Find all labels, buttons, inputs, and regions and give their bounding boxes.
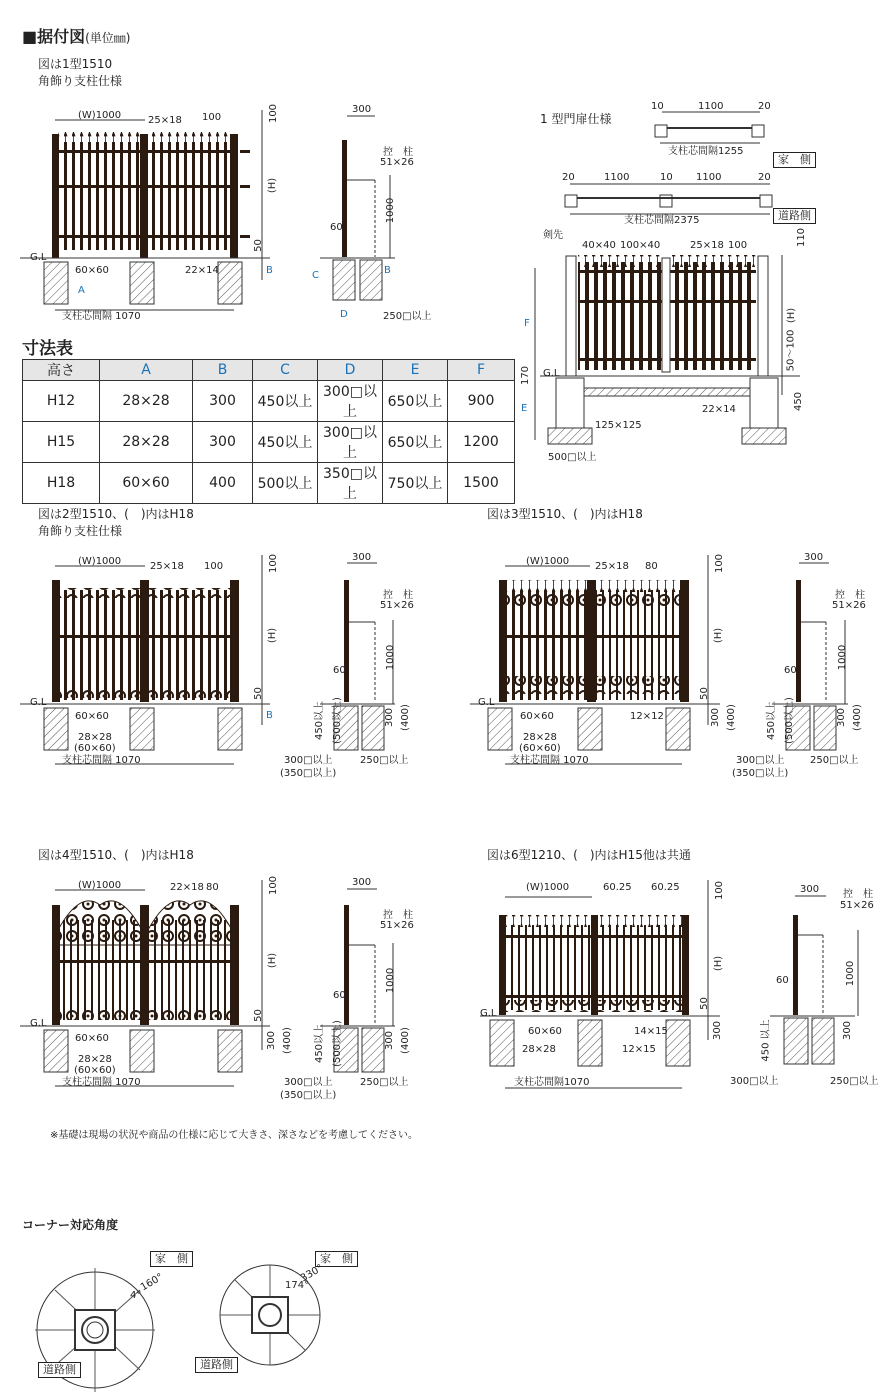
- fig3-side-450: 450以上: [766, 700, 778, 741]
- fig2-side-60: 60: [333, 665, 346, 676]
- fig4-side-250: 250□以上: [360, 1077, 409, 1088]
- table-cell: 450以上: [253, 422, 318, 463]
- gate-dim-10a: 10: [651, 101, 664, 112]
- table-cell: 300□以上: [318, 422, 383, 463]
- gate-pitch-1: 支柱芯間隔1255: [668, 146, 744, 157]
- fig6-foundation-300: 300□以上: [730, 1076, 779, 1087]
- fig1-rail: 22×14: [185, 265, 219, 276]
- fig6-post-base: 60×60: [528, 1026, 562, 1037]
- table-header-e: E: [383, 360, 448, 381]
- fig2-post-base: 60×60: [75, 711, 109, 722]
- table-cell: 28×28: [100, 381, 193, 422]
- fig2-sub-post: 28×28: [78, 732, 112, 743]
- table-cell: 300: [193, 422, 253, 463]
- fig1-dim-100-v: 100: [268, 103, 280, 124]
- gate-post-base: 125×125: [595, 420, 642, 431]
- fig3-dim-400: (400): [725, 704, 737, 731]
- table-cell: H15: [23, 422, 100, 463]
- fig4-side-300b: 300: [384, 1030, 396, 1051]
- gate-height: (H): [786, 307, 798, 324]
- table-header-f: F: [448, 360, 515, 381]
- fig6-brace-size: 51×26: [840, 900, 874, 911]
- fig3-fence: [470, 555, 720, 764]
- fig3-gl: G.L: [478, 697, 495, 708]
- fig2-side-1000: 1000: [385, 644, 397, 671]
- table-cell: H12: [23, 381, 100, 422]
- fig4-dim-80: 80: [206, 882, 219, 893]
- fig4-post-size: 22×18: [170, 882, 204, 893]
- foundation-note: ※基礎は現場の状況や商品の仕様に応じて大きさ、深さなどを考慮してください。: [50, 1130, 418, 1141]
- fig1-dim-100: 100: [202, 112, 222, 123]
- fig6-side-60: 60: [776, 975, 789, 986]
- fig3-side-500: (500以上): [783, 697, 795, 744]
- fig1-label-c: C: [312, 270, 319, 281]
- corner2-angle-330: 330°: [298, 1262, 326, 1285]
- fig2-fence: [20, 555, 270, 764]
- gate-dim-100: 100: [728, 240, 748, 251]
- table-cell: 300: [193, 381, 253, 422]
- table-cell: 350□以上: [318, 463, 383, 504]
- gate-dim-20b: 20: [562, 172, 575, 183]
- fig3-side-250: 250□以上: [810, 755, 859, 766]
- fig3-pitch: 支柱芯間隔 1070: [510, 755, 589, 766]
- fig3-foundation-300: 300□以上: [736, 755, 785, 766]
- fig4-dim-50: 50: [252, 1009, 264, 1022]
- fig2-width: (W)1000: [78, 556, 122, 567]
- fig6-sub-post: 28×28: [522, 1044, 556, 1055]
- fig1-label-a: A: [78, 285, 85, 296]
- table-header-c: C: [253, 360, 318, 381]
- fig3-dim-50: 50: [698, 687, 710, 700]
- fig3-side-1000: 1000: [837, 644, 849, 671]
- fig4-dim-300: 300: [266, 1030, 278, 1051]
- gate-dim-1100a: 1100: [698, 101, 724, 112]
- fig2-post-size: 25×18: [150, 561, 184, 572]
- fig3-height: (H): [713, 627, 725, 644]
- gate-dim-10040: 100×40: [620, 240, 661, 251]
- table-cell: H18: [23, 463, 100, 504]
- fig4-foundation-350: (350□以上): [280, 1090, 337, 1101]
- fig1-brace: 控 柱: [383, 147, 413, 158]
- gate-sword-tip: 剣先: [543, 230, 563, 241]
- fig4-sub-post-h18: (60×60): [74, 1065, 116, 1076]
- fig2-side-450: 450以上: [314, 700, 326, 741]
- fig6-dim-100: 100: [714, 880, 726, 901]
- gate-road-side: 道路側: [773, 208, 816, 224]
- fig3-post-base: 60×60: [520, 711, 554, 722]
- fig6-rail-bottom: 12×15: [622, 1044, 656, 1055]
- fig4-fence: [20, 880, 270, 1086]
- table-cell: 650以上: [383, 381, 448, 422]
- gate-dim-1100b: 1100: [604, 172, 630, 183]
- fig2-side-300b: 300: [384, 707, 396, 728]
- fig1-side-1000: 1000: [385, 197, 397, 224]
- fig2-label-b: B: [266, 710, 273, 721]
- fig3-brace: 控 柱: [835, 590, 865, 601]
- fig6-dim-50: 50: [698, 997, 710, 1010]
- fig4-width: (W)1000: [78, 880, 122, 891]
- fig2-brace-size: 51×26: [380, 600, 414, 611]
- fig4-brace: 控 柱: [383, 910, 413, 921]
- corner-title: コーナー対応角度: [22, 1218, 119, 1232]
- fig6-gl: G.L: [480, 1008, 497, 1019]
- fig4-side-300: 300: [352, 877, 372, 888]
- corner1-angle-4: 4°: [130, 1290, 142, 1301]
- fig6-width: (W)1000: [526, 882, 570, 893]
- fig6-side-450: 450 以上: [760, 1019, 772, 1062]
- fig1-width: (W)1000: [78, 110, 122, 121]
- fig3-rail: 12×12: [630, 711, 664, 722]
- corner2-road-side: 道路側: [195, 1357, 238, 1373]
- fig3-dim-100: 100: [714, 553, 726, 574]
- fig6-pitch: 支柱芯間隔1070: [514, 1077, 590, 1088]
- fig2-side-300: 300: [352, 552, 372, 563]
- fig1-side-300: 300: [352, 104, 372, 115]
- corner2-house-side: 家 側: [315, 1251, 358, 1267]
- fig3-side-300b: 300: [836, 707, 848, 728]
- gate-pitch-2: 支柱芯間隔2375: [624, 215, 700, 226]
- table-cell: 1500: [448, 463, 515, 504]
- fig3-side-300: 300: [804, 552, 824, 563]
- fig6-dim-6025a: 60.25: [603, 882, 632, 893]
- table-cell: 500以上: [253, 463, 318, 504]
- table-cell: 28×28: [100, 422, 193, 463]
- fig1-caption: 図は1型1510: [38, 57, 113, 71]
- fig3-side-60: 60: [784, 665, 797, 676]
- gate-plan: [565, 112, 772, 214]
- fig4-side-60: 60: [333, 990, 346, 1001]
- fig1-post-size: 25×18: [148, 115, 182, 126]
- gate-range: 50〜100: [785, 329, 797, 372]
- corner2-angle-174: 174°: [285, 1280, 310, 1291]
- fig3-sub-post-h18: (60×60): [519, 743, 561, 754]
- fig1-side-250: 250□以上: [383, 311, 432, 322]
- corner1-angle-160: 160°: [138, 1271, 166, 1294]
- fig2-gl: G.L: [30, 697, 47, 708]
- fig3-sub-post: 28×28: [523, 732, 557, 743]
- gate-dim-1100c: 1100: [696, 172, 722, 183]
- table-row: [23, 463, 515, 504]
- table-cell: 400: [193, 463, 253, 504]
- gate-dim-170: 170: [520, 365, 532, 386]
- gate-dim-450: 450: [793, 391, 805, 412]
- gate-title: 1 型門扉仕様: [540, 112, 612, 126]
- fig2-foundation-350: (350□以上): [280, 768, 337, 779]
- fig1-label-b: B: [266, 265, 273, 276]
- table-title: 寸法表: [22, 339, 73, 359]
- fig2-brace: 控 柱: [383, 590, 413, 601]
- fig4-dim-100: 100: [268, 875, 280, 896]
- fig2-caption: 図は2型1510、( )内はH18: [38, 507, 194, 521]
- fig2-side-400: (400): [399, 704, 411, 731]
- gate-label-e: E: [521, 403, 528, 414]
- fig3-side-400: (400): [851, 704, 863, 731]
- fig6-dim-300: 300: [712, 1020, 724, 1041]
- fig3-dim-80: 80: [645, 561, 658, 572]
- fig4-side-450: 450以上: [314, 1023, 326, 1064]
- page-title: ■据付図(単位㎜): [22, 27, 131, 46]
- fig2-sub-post-h18: (60×60): [74, 743, 116, 754]
- fig3-dim-300: 300: [710, 707, 722, 728]
- fig2-side-500: (500以上): [331, 697, 343, 744]
- fig3-width: (W)1000: [526, 556, 570, 567]
- fig4-dim-400: (400): [281, 1027, 293, 1054]
- fig4-side-1000: 1000: [385, 967, 397, 994]
- fig1-pitch: 支柱芯間隔 1070: [62, 311, 141, 322]
- table-cell: 650以上: [383, 422, 448, 463]
- fig3-brace-size: 51×26: [832, 600, 866, 611]
- fig4-sub-post: 28×28: [78, 1054, 112, 1065]
- fig2-pitch: 支柱芯間隔 1070: [62, 755, 141, 766]
- fig1-label-b2: B: [384, 265, 391, 276]
- table-header-row: [23, 360, 515, 381]
- fig1-brace-size: 51×26: [380, 157, 414, 168]
- gate-dim-10b: 10: [660, 172, 673, 183]
- gate-dim-20c: 20: [758, 172, 771, 183]
- gate-dim-4040: 40×40: [582, 240, 616, 251]
- gate-dim-2518: 25×18: [690, 240, 724, 251]
- table-header-d: D: [318, 360, 383, 381]
- fig6-side-300b: 300: [842, 1020, 854, 1041]
- table-cell: 300□以上: [318, 381, 383, 422]
- table-cell: 450以上: [253, 381, 318, 422]
- fig4-post-base: 60×60: [75, 1033, 109, 1044]
- corner1-road-side: 道路側: [38, 1362, 81, 1378]
- gate-dim-110: 110: [796, 227, 808, 248]
- gate-house-side: 家 側: [773, 152, 816, 168]
- dimension-table: [22, 359, 515, 504]
- fig2-dim-100: 100: [204, 561, 224, 572]
- table-header-height: 高さ: [23, 360, 100, 381]
- fig4-height: (H): [267, 952, 279, 969]
- fig6-caption: 図は6型1210、( )内はH15他は共通: [487, 848, 691, 862]
- table-cell: 1200: [448, 422, 515, 463]
- fig4-pitch: 支柱芯間隔 1070: [62, 1077, 141, 1088]
- fig6-side-1000: 1000: [845, 960, 857, 987]
- fig2-side-250: 250□以上: [360, 755, 409, 766]
- fig1-height: (H): [267, 177, 279, 194]
- fig2-dim-50: 50: [252, 687, 264, 700]
- gate-elevation: [535, 255, 800, 444]
- fig1-gl: G.L: [30, 252, 47, 263]
- fig1-side-60: 60: [330, 222, 343, 233]
- fig2-caption-sub: 角飾り支柱仕様: [38, 524, 123, 538]
- fig3-foundation-350: (350□以上): [732, 768, 789, 779]
- fig4-foundation-300: 300□以上: [284, 1077, 333, 1088]
- gate-label-f: F: [524, 318, 530, 329]
- table-cell: 900: [448, 381, 515, 422]
- fig2-foundation-300: 300□以上: [284, 755, 333, 766]
- table-row: [23, 381, 515, 422]
- fig1-fence: [20, 110, 270, 310]
- table-header-b: B: [193, 360, 253, 381]
- fig2-dim-100-v: 100: [268, 553, 280, 574]
- fig4-caption: 図は4型1510、( )内はH18: [38, 848, 194, 862]
- fig6-fence: [480, 880, 720, 1088]
- fig6-rail-top: 14×15: [634, 1026, 668, 1037]
- fig1-label-d: D: [340, 309, 348, 320]
- fig1-dim-50: 50: [252, 239, 264, 252]
- gate-dim-20a: 20: [758, 101, 771, 112]
- fig6-dim-6025b: 60.25: [651, 882, 680, 893]
- unit-label: (単位㎜): [85, 31, 131, 45]
- fig6-side-250: 250□以上: [830, 1076, 879, 1087]
- fig4-side-400: (400): [399, 1027, 411, 1054]
- table-cell: 60×60: [100, 463, 193, 504]
- fig3-post-size: 25×18: [595, 561, 629, 572]
- fig4-side-500: (500以上): [331, 1020, 343, 1067]
- fig2-height: (H): [267, 627, 279, 644]
- table-header-a: A: [100, 360, 193, 381]
- corner1-house-side: 家 側: [150, 1251, 193, 1267]
- fig4-brace-size: 51×26: [380, 920, 414, 931]
- fig6-side-300: 300: [800, 884, 820, 895]
- gate-rail: 22×14: [702, 404, 736, 415]
- fig4-gl: G.L: [30, 1018, 47, 1029]
- table-cell: 750以上: [383, 463, 448, 504]
- fig6-brace: 控 柱: [843, 889, 873, 900]
- fig1-post-base: 60×60: [75, 265, 109, 276]
- fig3-caption: 図は3型1510、( )内はH18: [487, 507, 643, 521]
- gate-foundation: 500□以上: [548, 452, 597, 463]
- fig1-caption-sub: 角飾り支柱仕様: [38, 74, 123, 88]
- fig6-height: (H): [713, 955, 725, 972]
- gate-gl: G.L: [543, 368, 560, 379]
- table-row: [23, 422, 515, 463]
